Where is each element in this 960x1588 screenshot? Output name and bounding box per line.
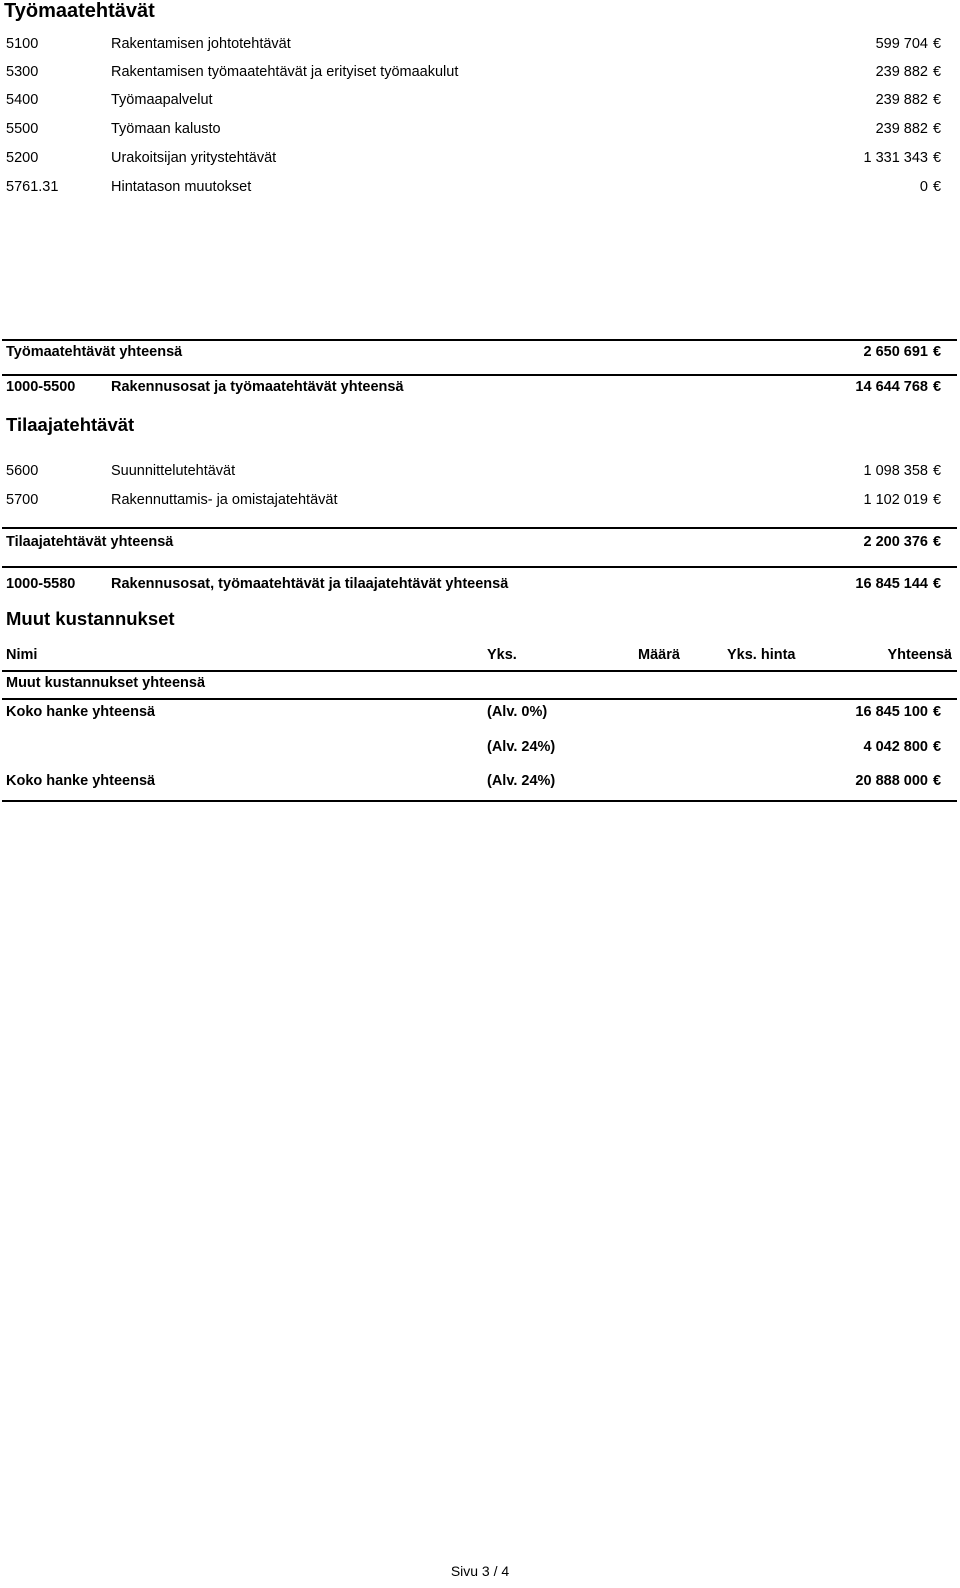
item-code: 5200 xyxy=(6,150,39,166)
column-header-unit-price: Yks. hinta xyxy=(727,647,796,663)
total-amount: 2 650 691 xyxy=(863,344,928,360)
item-code: 5761.31 xyxy=(6,179,59,195)
section-title-client-tasks: Tilaajatehtävät xyxy=(6,414,135,435)
list-item xyxy=(0,36,960,58)
column-header-unit: Yks. xyxy=(487,647,517,663)
column-header-name: Nimi xyxy=(6,647,38,663)
table-header xyxy=(0,647,960,669)
item-code: 5400 xyxy=(6,92,39,108)
project-total-row xyxy=(0,704,960,726)
grand-structures-total-row xyxy=(0,576,960,598)
item-amount: 1 098 358 xyxy=(863,463,928,479)
currency-symbol: € xyxy=(933,739,942,755)
project-total-row xyxy=(0,773,960,795)
total-label: Koko hanke yhteensä xyxy=(6,704,156,720)
vat-label: (Alv. 0%) xyxy=(487,704,548,720)
list-item xyxy=(0,121,960,143)
divider xyxy=(2,527,957,529)
list-item xyxy=(0,463,960,485)
item-name: Suunnittelutehtävät xyxy=(111,463,236,479)
item-code: 5100 xyxy=(6,36,39,52)
list-item xyxy=(0,150,960,172)
column-header-quantity: Määrä xyxy=(638,647,680,663)
item-name: Työmaapalvelut xyxy=(111,92,213,108)
item-name: Rakentamisen johtotehtävät xyxy=(111,36,291,52)
site-total-row xyxy=(0,344,960,366)
section-title-other-costs: Muut kustannukset xyxy=(6,608,175,629)
item-amount: 239 882 xyxy=(875,64,928,80)
vat-label: (Alv. 24%) xyxy=(487,739,556,755)
item-amount: 239 882 xyxy=(875,121,928,137)
total-amount: 4 042 800 xyxy=(863,739,928,755)
currency-symbol: € xyxy=(933,344,942,360)
total-amount: 16 845 100 xyxy=(855,704,928,720)
item-code: 5700 xyxy=(6,492,39,508)
currency-symbol: € xyxy=(933,773,942,789)
structures-total-row xyxy=(0,379,960,401)
list-item xyxy=(0,92,960,114)
item-name: Hintatason muutokset xyxy=(111,179,252,195)
total-amount: 16 845 144 xyxy=(855,576,928,592)
total-amount: 14 644 768 xyxy=(855,379,928,395)
divider xyxy=(2,670,957,672)
total-code: 1000-5500 xyxy=(6,379,76,395)
divider xyxy=(2,566,957,568)
currency-symbol: € xyxy=(933,36,942,52)
currency-symbol: € xyxy=(933,92,942,108)
client-total-row xyxy=(0,534,960,556)
total-label: Tilaajatehtävät yhteensä xyxy=(6,534,174,550)
section-title-site-tasks: Työmaatehtävät xyxy=(4,0,155,22)
currency-symbol: € xyxy=(933,463,942,479)
item-amount: 1 102 019 xyxy=(863,492,928,508)
total-amount: 20 888 000 xyxy=(855,773,928,789)
item-amount: 239 882 xyxy=(875,92,928,108)
other-total-row xyxy=(0,675,960,697)
item-name: Urakoitsijan yritystehtävät xyxy=(111,150,277,166)
divider xyxy=(2,339,957,341)
total-amount: 2 200 376 xyxy=(863,534,928,550)
currency-symbol: € xyxy=(933,121,942,137)
total-label: Koko hanke yhteensä xyxy=(6,773,156,789)
item-code: 5500 xyxy=(6,121,39,137)
divider xyxy=(2,374,957,376)
divider xyxy=(2,800,957,802)
divider xyxy=(2,698,957,700)
currency-symbol: € xyxy=(933,179,942,195)
list-item xyxy=(0,179,960,201)
currency-symbol: € xyxy=(933,704,942,720)
total-label: Työmaatehtävät yhteensä xyxy=(6,344,183,360)
item-code: 5600 xyxy=(6,463,39,479)
list-item xyxy=(0,492,960,514)
project-total-row xyxy=(0,739,960,761)
total-code: 1000-5580 xyxy=(6,576,76,592)
column-header-total: Yhteensä xyxy=(887,647,952,663)
currency-symbol: € xyxy=(933,379,942,395)
total-label: Rakennusosat ja työmaatehtävät yhteensä xyxy=(111,379,404,395)
vat-label: (Alv. 24%) xyxy=(487,773,556,789)
total-label: Rakennusosat, työmaatehtävät ja tilaajatehtävät yhteensä xyxy=(111,576,509,592)
item-name: Rakentamisen työmaatehtävät ja erityiset työmaakulut xyxy=(111,64,459,80)
item-code: 5300 xyxy=(6,64,39,80)
currency-symbol: € xyxy=(933,150,942,166)
currency-symbol: € xyxy=(933,534,942,550)
total-label: Muut kustannukset yhteensä xyxy=(6,675,206,691)
item-amount: 1 331 343 xyxy=(863,150,928,166)
item-name: Rakennuttamis- ja omistajatehtävät xyxy=(111,492,338,508)
item-name: Työmaan kalusto xyxy=(111,121,221,137)
currency-symbol: € xyxy=(933,576,942,592)
list-item xyxy=(0,64,960,86)
page-number: Sivu 3 / 4 xyxy=(450,1563,510,1579)
currency-symbol: € xyxy=(933,492,942,508)
item-amount: 0 xyxy=(919,179,928,195)
item-amount: 599 704 xyxy=(875,36,928,52)
currency-symbol: € xyxy=(933,64,942,80)
